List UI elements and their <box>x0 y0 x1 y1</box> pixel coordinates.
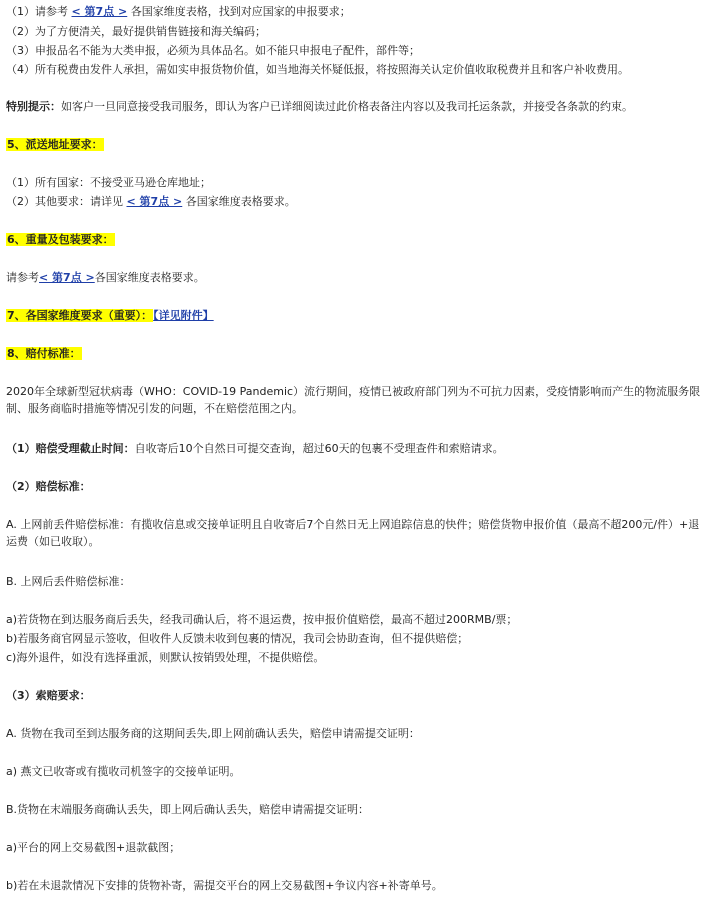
section-6-heading <box>6 232 115 248</box>
section-8-heading <box>6 346 82 362</box>
weight-req-prefix: 请参考 <box>6 271 39 284</box>
address-req-2-suffix: 各国家维度表格要求。 <box>185 195 296 208</box>
claim-deadline-label: （1）赔偿受理截止时间： <box>6 442 135 455</box>
claim-deadline <box>6 441 504 457</box>
claim-requirements-heading <box>6 688 91 704</box>
covid-disclaimer: 2020年全球新型冠状病毒（WHO：COVID-19 Pandemic）流行期间，疫情已被政府部门列为不可抗力因素，受疫情影响而产生的物流服务限制、服务商临时措施等情况引发的问题，不在赔偿范围之内。 <box>6 385 701 415</box>
special-notice <box>6 99 633 115</box>
special-notice-label: 特别提示： <box>6 100 61 113</box>
section-7-title: 7、各国家维度要求（重要）： <box>7 309 153 322</box>
section-5-title: 5、派送地址要求： <box>7 138 103 151</box>
claim-req-a-proof: a) 燕文已收寄或有揽收司机签字的交接单证明。 <box>6 765 241 778</box>
claim-requirements-label: （3）索赔要求： <box>6 689 91 702</box>
section-6-title: 6、重量及包装要求： <box>7 233 114 246</box>
claim-deadline-text: 自收寄后10个自然日可提交查询，超过60天的包裹不受理查件和索赔请求。 <box>134 442 504 455</box>
declaration-req-1 <box>6 4 351 20</box>
req-1-prefix: （1）请参考 <box>6 5 68 18</box>
claim-req-b-proof-b: b)若在未退款情况下安排的货物补寄，需提交平台的网上交易截图+争议内容+补寄单号。 <box>6 879 443 892</box>
post-online-item-b: b)若服务商官网显示签收，但收件人反馈未收到包裹的情况，我司会协助查询，但不提供赔偿； <box>6 632 469 645</box>
address-req-1: （1）所有国家：不接受亚马逊仓库地址； <box>6 176 211 189</box>
section-5-heading <box>6 137 104 153</box>
compensation-standard-heading <box>6 479 91 495</box>
declaration-req-3: （3）申报品名不能为大类申报，必须为具体品名。如不能只申报电子配件，部件等； <box>6 44 420 57</box>
weight-packaging-req <box>6 270 205 286</box>
declaration-req-2: （2）为了方便清关，最好提供销售链接和海关编码； <box>6 25 266 38</box>
claim-req-b: B.货物在末端服务商确认丢失，即上网后确认丢失，赔偿申请需提交证明： <box>6 803 370 816</box>
req-1-suffix: 各国家维度表格，找到对应国家的申报要求； <box>130 5 351 18</box>
point-7-link[interactable]: < 第7点 > <box>39 271 95 284</box>
pre-online-loss-standard: A. 上网前丢件赔偿标准：有揽收信息或交接单证明且自收寄后7个自然日无上网追踪信息的快件；赔偿货物申报价值（最高不超200元/件）+退运费（如已收取）。 <box>6 518 700 548</box>
address-req-2 <box>6 194 296 210</box>
attachment-link[interactable]: 【详见附件】 <box>153 309 214 322</box>
special-notice-text: 如客户一旦同意接受我司服务，即认为客户已详细阅读过此价格表备注内容以及我司托运条款，并接受各条款的约束。 <box>61 100 633 113</box>
section-7-heading <box>6 308 214 324</box>
section-8-title: 8、赔付标准： <box>7 347 81 360</box>
declaration-req-4: （4）所有税费由发件人承担，需如实申报货物价值，如当地海关怀疑低报，将按照海关认定价值收取税费并且和客户补收费用。 <box>6 63 629 76</box>
compensation-standard-label: （2）赔偿标准： <box>6 480 91 493</box>
post-online-loss-standard: B. 上网后丢件赔偿标准： <box>6 575 131 588</box>
post-online-item-a: a)若货物在到达服务商后丢失，经我司确认后，将不退运费，按申报价值赔偿，最高不超过200RMB/票； <box>6 613 518 626</box>
address-req-2-prefix: （2）其他要求：请详见 <box>6 195 123 208</box>
claim-req-b-proof-a: a)平台的网上交易截图+退款截图； <box>6 841 181 854</box>
claim-req-a: A. 货物在我司至到达服务商的这期间丢失,即上网前确认丢失，赔偿申请需提交证明： <box>6 727 420 740</box>
point-7-link[interactable]: < 第7点 > <box>126 195 183 208</box>
weight-req-suffix: 各国家维度表格要求。 <box>94 271 205 284</box>
point-7-link[interactable]: < 第7点 > <box>71 5 128 18</box>
post-online-item-c: c)海外退件，如没有选择重派，则默认按销毁处理，不提供赔偿。 <box>6 651 325 664</box>
